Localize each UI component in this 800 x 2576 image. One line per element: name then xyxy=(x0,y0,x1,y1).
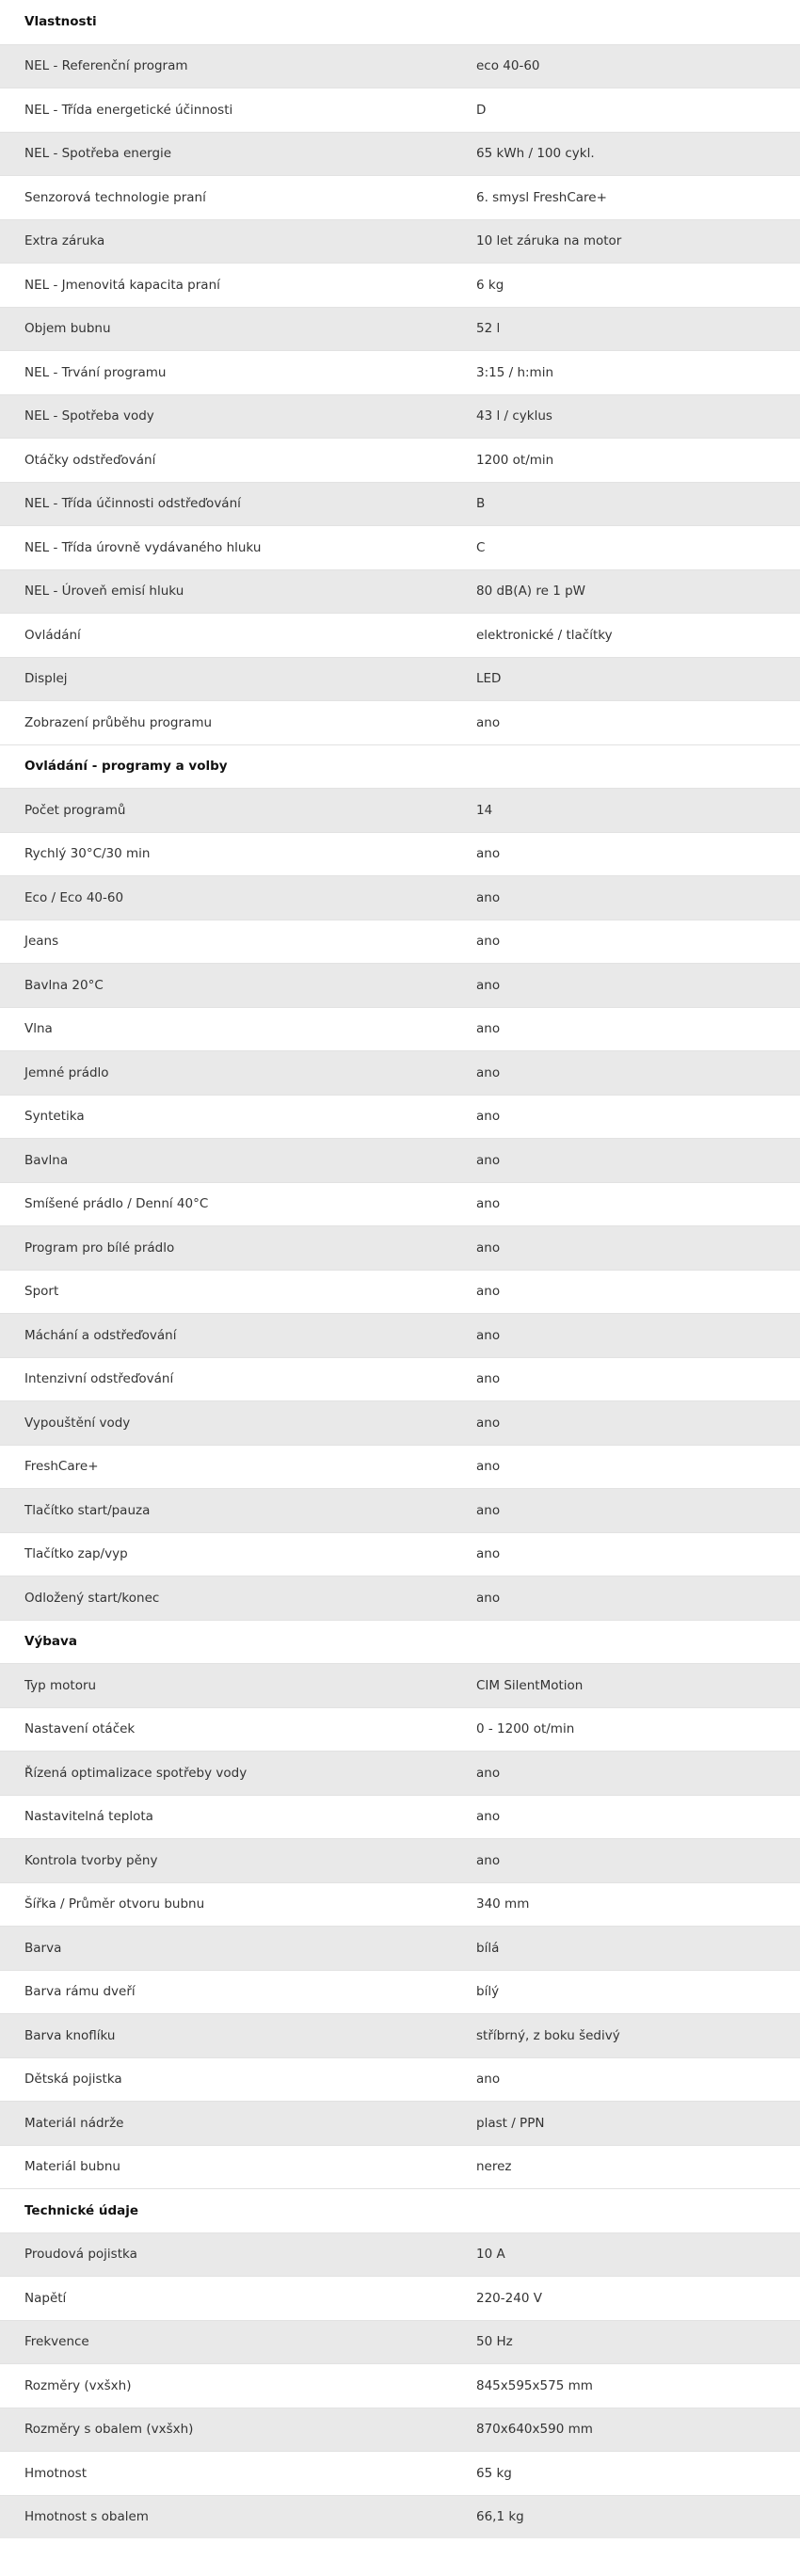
spec-value: 340 mm xyxy=(476,1896,530,1912)
spec-label: Hmotnost s obalem xyxy=(24,2509,149,2525)
spec-value: ano xyxy=(476,977,501,993)
spec-row xyxy=(0,175,800,219)
spec-row xyxy=(0,1795,800,1839)
spec-row xyxy=(0,2145,800,2189)
spec-label: Extra záruka xyxy=(24,233,105,249)
spec-row xyxy=(0,613,800,657)
spec-value: bílá xyxy=(476,1940,500,1956)
spec-value: ano xyxy=(476,1765,501,1781)
spec-value: 3:15 / h:min xyxy=(476,364,554,380)
spec-label: NEL - Jmenovitá kapacita praní xyxy=(24,277,220,293)
spec-row xyxy=(0,788,800,832)
spec-label: Sport xyxy=(24,1284,59,1300)
spec-value: 870x640x590 mm xyxy=(476,2422,593,2438)
spec-label: Intenzivní odstřeďování xyxy=(24,1371,174,1387)
spec-row xyxy=(0,1007,800,1051)
spec-value: 6. smysl FreshCare+ xyxy=(476,189,607,205)
spec-row xyxy=(0,1532,800,1576)
spec-value: ano xyxy=(476,1284,501,1300)
spec-value: ano xyxy=(476,1459,501,1475)
spec-value: 65 kWh / 100 cykl. xyxy=(476,146,595,162)
spec-label: Materiál bubnu xyxy=(24,2159,120,2175)
spec-value: 14 xyxy=(476,802,493,818)
section-title: Výbava xyxy=(24,1634,77,1650)
spec-row xyxy=(0,1050,800,1095)
spec-row xyxy=(0,700,800,744)
spec-row xyxy=(0,1313,800,1357)
spec-value: ano xyxy=(476,1064,501,1080)
spec-label: Tlačítko zap/vyp xyxy=(24,1546,128,1562)
spec-value: 845x595x575 mm xyxy=(476,2377,593,2393)
spec-label: Typ motoru xyxy=(24,1677,97,1693)
spec-row xyxy=(0,438,800,482)
spec-row xyxy=(0,1138,800,1182)
section-header xyxy=(0,0,800,44)
spec-row xyxy=(0,2408,800,2452)
spec-label: NEL - Úroveň emisí hluku xyxy=(24,584,184,600)
spec-value: bílý xyxy=(476,1984,500,2000)
section-header xyxy=(0,1620,800,1664)
spec-value: 80 dB(A) re 1 pW xyxy=(476,584,586,600)
spec-row xyxy=(0,2013,800,2057)
spec-value: eco 40-60 xyxy=(476,58,540,74)
spec-label: Rozměry (vxšxh) xyxy=(24,2377,132,2393)
spec-value: 0 - 1200 ot/min xyxy=(476,1721,575,1737)
spec-value: 220-240 V xyxy=(476,2290,542,2306)
spec-label: Bavlna xyxy=(24,1152,69,1168)
spec-row xyxy=(0,2101,800,2145)
spec-label: Senzorová technologie praní xyxy=(24,189,206,205)
spec-value: ano xyxy=(476,1152,501,1168)
spec-label: Napětí xyxy=(24,2290,67,2306)
spec-value: 6 kg xyxy=(476,277,504,293)
spec-label: Dětská pojistka xyxy=(24,2072,122,2088)
spec-label: NEL - Spotřeba energie xyxy=(24,146,172,162)
spec-value: C xyxy=(476,539,486,555)
spec-label: NEL - Třída úrovně vydávaného hluku xyxy=(24,539,262,555)
spec-value: 52 l xyxy=(476,321,501,337)
spec-row xyxy=(0,1445,800,1489)
spec-value: ano xyxy=(476,1109,501,1125)
spec-label: NEL - Třída účinnosti odstřeďování xyxy=(24,496,241,512)
spec-value: ano xyxy=(476,1590,501,1606)
spec-row xyxy=(0,1182,800,1226)
section-header xyxy=(0,744,800,789)
spec-label: NEL - Trvání programu xyxy=(24,364,167,380)
spec-row xyxy=(0,482,800,526)
spec-label: Eco / Eco 40-60 xyxy=(24,889,124,905)
spec-row xyxy=(0,2057,800,2102)
spec-row xyxy=(0,2232,800,2277)
spec-row xyxy=(0,1970,800,2014)
spec-label: Barva knoflíku xyxy=(24,2027,116,2043)
spec-value: plast / PPN xyxy=(476,2115,545,2131)
spec-label: Barva rámu dveří xyxy=(24,1984,136,2000)
spec-row xyxy=(0,307,800,351)
spec-value: 1200 ot/min xyxy=(476,452,554,468)
spec-row xyxy=(0,1882,800,1927)
spec-row xyxy=(0,1707,800,1752)
spec-row xyxy=(0,1225,800,1270)
spec-row xyxy=(0,1838,800,1882)
spec-row xyxy=(0,2363,800,2408)
spec-value: ano xyxy=(476,846,501,862)
spec-label: Rozměry s obalem (vxšxh) xyxy=(24,2422,194,2438)
spec-value: ano xyxy=(476,934,501,950)
spec-label: Tlačítko start/pauza xyxy=(24,1502,151,1518)
spec-row xyxy=(0,2451,800,2495)
spec-label: Barva xyxy=(24,1940,62,1956)
spec-label: Syntetika xyxy=(24,1109,85,1125)
spec-row xyxy=(0,350,800,394)
spec-row xyxy=(0,875,800,920)
spec-label: Nastavení otáček xyxy=(24,1721,136,1737)
spec-row xyxy=(0,394,800,439)
spec-value: ano xyxy=(476,1546,501,1562)
spec-label: Bavlna 20°C xyxy=(24,977,104,993)
spec-row xyxy=(0,2495,800,2539)
spec-value: ano xyxy=(476,1371,501,1387)
spec-value: ano xyxy=(476,1327,501,1343)
spec-row xyxy=(0,2320,800,2364)
spec-label: NEL - Třída energetické účinnosti xyxy=(24,102,233,118)
spec-label: Vypouštění vody xyxy=(24,1415,131,1431)
spec-value: 50 Hz xyxy=(476,2334,513,2350)
spec-value: ano xyxy=(476,1196,501,1212)
spec-row xyxy=(0,963,800,1007)
spec-row xyxy=(0,263,800,307)
spec-label: Frekvence xyxy=(24,2334,89,2350)
spec-value: ano xyxy=(476,714,501,730)
section-title: Vlastnosti xyxy=(24,14,97,30)
spec-value: ano xyxy=(476,1021,501,1037)
spec-row xyxy=(0,44,800,88)
spec-label: Proudová pojistka xyxy=(24,2247,137,2263)
spec-row xyxy=(0,525,800,569)
spec-label: Program pro bílé prádlo xyxy=(24,1240,175,1256)
spec-row xyxy=(0,1270,800,1314)
spec-value: B xyxy=(476,496,486,512)
spec-row xyxy=(0,219,800,264)
spec-row xyxy=(0,1663,800,1707)
spec-label: Ovládání xyxy=(24,627,81,643)
spec-row xyxy=(0,569,800,614)
spec-label: Nastavitelná teplota xyxy=(24,1809,153,1825)
section-header xyxy=(0,2188,800,2232)
spec-row xyxy=(0,1357,800,1401)
spec-label: NEL - Spotřeba vody xyxy=(24,408,154,424)
spec-value: CIM SilentMotion xyxy=(476,1677,584,1693)
spec-label: Materiál nádrže xyxy=(24,2115,124,2131)
spec-label: Vlna xyxy=(24,1021,53,1037)
spec-value: ano xyxy=(476,2072,501,2088)
spec-value: nerez xyxy=(476,2159,512,2175)
spec-label: Máchání a odstřeďování xyxy=(24,1327,177,1343)
spec-value: ano xyxy=(476,1415,501,1431)
spec-label: Kontrola tvorby pěny xyxy=(24,1852,158,1868)
spec-label: Odložený start/konec xyxy=(24,1590,160,1606)
spec-value: ano xyxy=(476,1852,501,1868)
spec-value: ano xyxy=(476,1240,501,1256)
spec-value: 65 kg xyxy=(476,2465,512,2481)
spec-row xyxy=(0,1400,800,1445)
spec-value: LED xyxy=(476,671,502,687)
spec-row xyxy=(0,1576,800,1620)
spec-value: 10 A xyxy=(476,2247,505,2263)
spec-row xyxy=(0,1488,800,1532)
spec-row xyxy=(0,132,800,176)
section-title: Technické údaje xyxy=(24,2202,139,2218)
spec-label: Zobrazení průběhu programu xyxy=(24,714,213,730)
spec-label: FreshCare+ xyxy=(24,1459,99,1475)
spec-label: Šířka / Průměr otvoru bubnu xyxy=(24,1896,205,1912)
spec-label: Smíšené prádlo / Denní 40°C xyxy=(24,1196,209,1212)
spec-value: D xyxy=(476,102,487,118)
spec-value: 10 let záruka na motor xyxy=(476,233,622,249)
spec-row xyxy=(0,2276,800,2320)
spec-label: NEL - Referenční program xyxy=(24,58,188,74)
spec-label: Počet programů xyxy=(24,802,126,818)
spec-label: Objem bubnu xyxy=(24,321,111,337)
spec-row xyxy=(0,657,800,701)
spec-label: Displej xyxy=(24,671,68,687)
spec-value: stříbrný, z boku šedivý xyxy=(476,2027,620,2043)
spec-value: ano xyxy=(476,1502,501,1518)
spec-row xyxy=(0,1926,800,1970)
spec-row xyxy=(0,920,800,964)
spec-value: ano xyxy=(476,1809,501,1825)
spec-label: Hmotnost xyxy=(24,2465,87,2481)
spec-value: 66,1 kg xyxy=(476,2509,524,2525)
spec-row xyxy=(0,832,800,876)
spec-row xyxy=(0,88,800,132)
section-title: Ovládání - programy a volby xyxy=(24,759,228,775)
spec-label: Řízená optimalizace spotřeby vody xyxy=(24,1765,248,1781)
spec-label: Otáčky odstřeďování xyxy=(24,452,156,468)
spec-value: 43 l / cyklus xyxy=(476,408,552,424)
spec-label: Jemné prádlo xyxy=(24,1064,109,1080)
spec-value: ano xyxy=(476,889,501,905)
spec-value: elektronické / tlačítky xyxy=(476,627,613,643)
spec-label: Jeans xyxy=(24,934,59,950)
spec-row xyxy=(0,1095,800,1139)
spec-label: Rychlý 30°C/30 min xyxy=(24,846,151,862)
spec-row xyxy=(0,1751,800,1795)
